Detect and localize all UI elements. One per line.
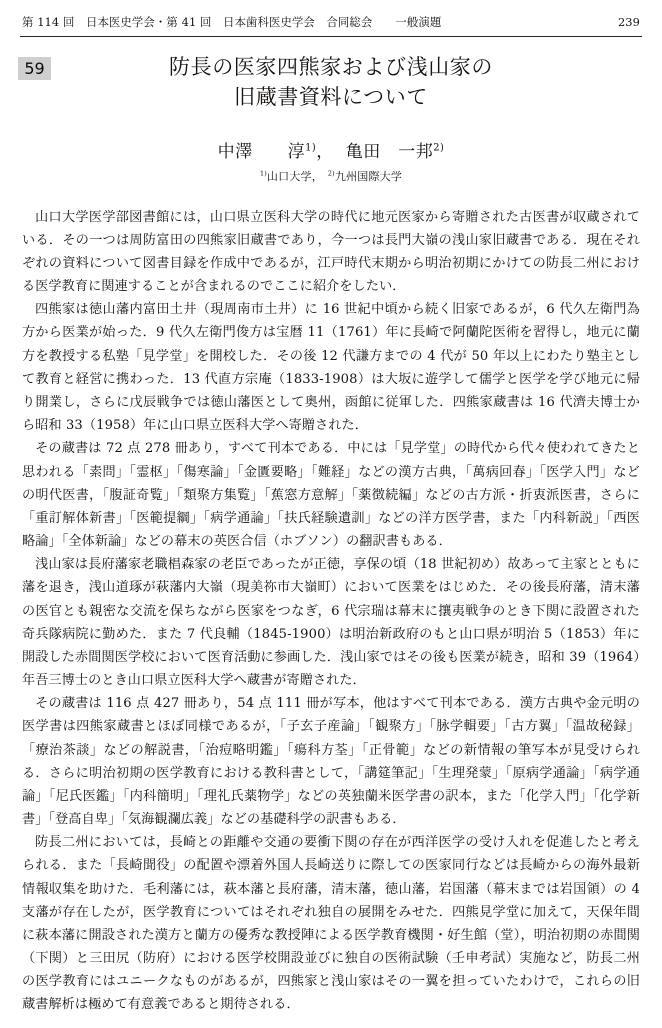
author-1-name: 中澤 淳: [217, 141, 306, 162]
body-paragraph: 四熊家は徳山藩内富田土井（現周南市土井）に 16 世紀中頃から続く旧家であるが，6 代久左衛門為方から医業が始った．9 代久左衛門俊方は宝暦 11（1761）年に長崎で阿蘭陀医術を習得し，地元に蘭方を教授する私塾「見学堂」を開校した．その後 12 代謙方までの 4 代が 50 年以上にわたり塾主として教育と経営に携わった．13 代直方宗庵（1833-1908）は大坂に遊学して儒学と医学を学び地元に帰り開業し，さらに戊辰戦争では徳山藩医として奥州，函館に従軍した．四熊家蔵書は 16 代濟夫博士から昭和 33（1958）年に山口県立医科大学へ寄贈された．: [22, 302, 640, 434]
body-paragraph: その蔵書は 116 点 427 冊あり，54 点 111 冊が写本，他はすべて刊本である．漢方古典や金元明の医学書は四熊家蔵書とほぼ同様であるが，「子玄子産論」「観聚方」「脉学輯要」「古方翼」「温故秘録」「療治茶談」などの解説書，「治痘略明鑑」「瘍科方荃」「正骨範」などの新情報の筆写本が見受けられる．さらに明治初期の医学教育における教科書として，「講筵筆記」「生理発蒙」「原病学通論」「病学通論」「尼氏医鑑」「内科簡明」「理礼氏薬物学」などの英独蘭米医学書の訳本，また「化学入門」「化学新書」「登高自卑」「気海観瀾広義」などの基礎科学の訳書もある．: [22, 696, 640, 828]
author-2-affiliation-mark: 2): [433, 141, 445, 153]
affiliation-1-mark: 1): [259, 168, 267, 177]
author-2-name: 亀田 一邦: [345, 141, 434, 162]
affiliation-2: 九州国際大学: [334, 169, 403, 183]
author-1-affiliation-mark: 1): [305, 141, 317, 153]
affiliation-2-mark: 2): [327, 168, 335, 177]
abstract-body: [18, 206, 644, 1017]
page-number: 239: [617, 15, 640, 29]
abstract-number-badge: 59: [18, 57, 51, 80]
author-separator: ，: [316, 141, 334, 162]
title-line-1: 防長の医家四熊家および浅山家の: [169, 55, 493, 79]
page-title: [18, 53, 644, 113]
running-head: [18, 10, 644, 34]
affiliation-separator: ，: [311, 169, 323, 183]
title-block: [18, 53, 644, 113]
running-head-conference: 第 114 回 日本医史学会・第 41 回 日本歯科医史学会 合同総会 一般演題: [22, 15, 442, 29]
affiliation-list: [18, 168, 644, 184]
title-line-2: 旧蔵書資料について: [234, 84, 428, 109]
header-divider: [20, 36, 642, 37]
body-paragraph: 防長二州においては，長崎との距離や交通の要衝下関の存在が西洋医学の受け入れを促進したと考えられる．また「長崎聞役」の配置や漂着外国人長崎送りに際しての医家同行などは長崎からの海外最新情報収集を助けた．毛利藩には，萩本藩と長府藩，清末藩，徳山藩，岩国藩（幕末までは岩国領）の 4 支藩が存在したが，医学教育についてはそれぞれ独自の展開をみせた．四熊見学堂に加えて，天保年間に萩本藩に開設された漢方と蘭方の優秀な教授陣による医学教育機関・好生館（堂），明治初期の赤間関（下関）と三田尻（防府）における医学校開設並びに独自の医術試験（壬申考試）実施など，防長二州の医学教育にはユニークなものがあるが，四熊家と浅山家はその一翼を担っていたわけで，これらの旧蔵書解析は極めて有意義であると期待される．: [22, 835, 640, 1013]
body-paragraph: 浅山家は長府藩家老職椙森家の老臣であったが正徳，享保の頃（18 世紀初め）故あって主家とともに藩を退き，浅山道琢が萩藩内大嶺（現美祢市大嶺町）において医業をはじめた．その後長府藩，清末藩の医官とも親密な交流を保ちながら医家をつなぎ，6 代宗瑞は幕末に攘夷戦争のとき下関に設置された奇兵隊病院に勤めた．また 7 代良輔（1845-1900）は明治新政府のもと山口県が明治 5（1853）年に開設した赤間関医学校において医育活動に参画した．浅山家ではその後も医業が続き，昭和 39（1964）年吾三博士のとき山口県立医科大学へ蔵書が寄贈された．: [22, 557, 640, 689]
body-paragraph: 山口大学医学部図書館には，山口県立医科大学の時代に地元医家から寄贈された古医書が収蔵されている．その一つは周防富田の四熊家旧蔵書であり，今一つは長門大嶺の浅山家旧蔵書である．現在それぞれの資料について図書目録を作成中であるが，江戸時代末期から明治初期にかけての防長二州における医学教育に関連することが含まれるのでここに紹介をしたい．: [22, 209, 640, 295]
author-list: [18, 137, 644, 162]
body-paragraph: その蔵書は 72 点 278 冊あり，すべて刊本である．中には「見学堂」の時代から代々使われてきたと思われる「素問」「霊枢」「傷寒論」「金匱要略」「難経」などの漢方古典，「萬病回春」「医学入門」などの明代医書，「腹証奇覧」「類聚方集覧」「蕉窓方意解」「薬徴続編」などの古方派・折衷派医書，さらに「重訂解体新書」「医範提綱」「病学通論」「扶氏経験遺訓」などの洋方医学書，また「内科新説」「西医略論」「全体新論」などの幕末の英医合信（ホブソン）の翻訳書もある．: [22, 441, 640, 550]
affiliation-1: 山口大学: [266, 169, 312, 183]
